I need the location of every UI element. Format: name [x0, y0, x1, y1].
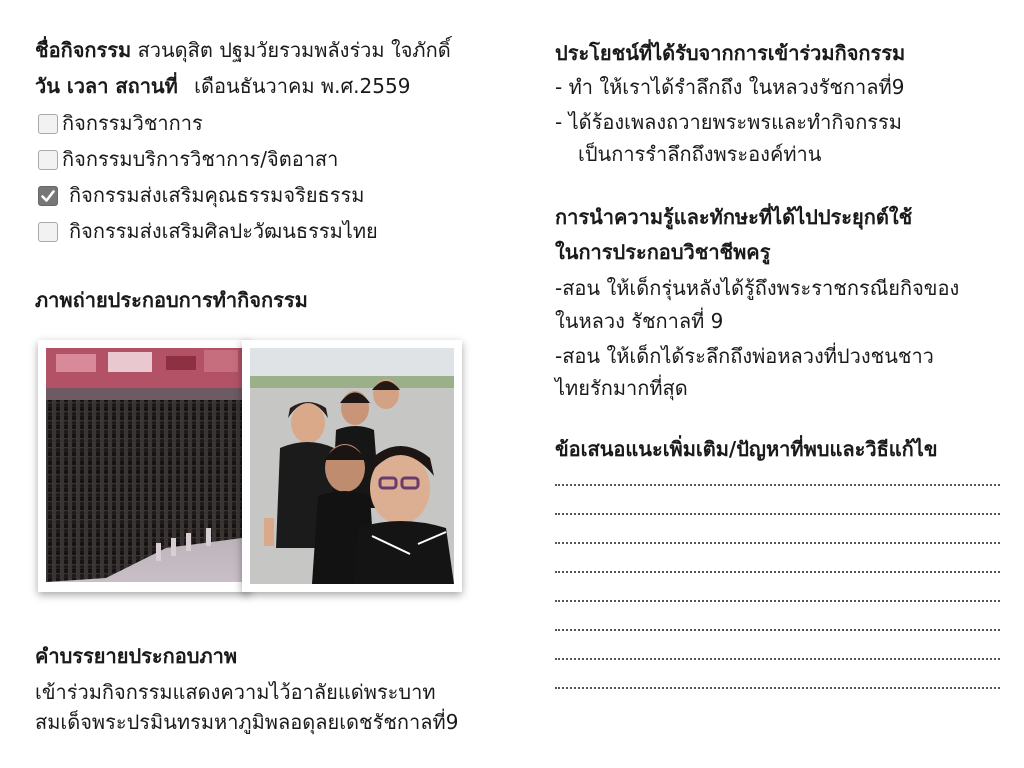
application-line-2: ในหลวง รัชกาลที่ 9	[555, 309, 724, 333]
caption-line-1: เข้าร่วมกิจกรรมแสดงความไว้อาลัยแด่พระบาท	[35, 680, 436, 704]
answer-line-7[interactable]	[555, 658, 1000, 660]
application-line-4: ไทยรักมากที่สุด	[555, 376, 688, 400]
benefit-item-2-line-1: - ได้ร้องเพลงถวายพระพรและทำกิจกรรม	[555, 110, 902, 134]
crowd-image	[46, 348, 242, 582]
photo-group-selfie	[242, 340, 462, 592]
checkbox-morality[interactable]	[38, 186, 58, 206]
group-selfie-image	[250, 348, 454, 584]
caption-line-2: สมเด็จพระปรมินทรมหาภูมิพลอดุลยเดชรัชกาลที่9	[35, 710, 459, 734]
category-academic-label: กิจกรรมวิชาการ	[62, 111, 203, 135]
activity-name-value: สวนดุสิต ปฐมวัยรวมพลังร่วม ใจภักดิ์	[137, 38, 451, 62]
activity-date-row	[35, 71, 410, 101]
application-heading-line-1: การนำความรู้และทักษะที่ได้ไปประยุกต์ใช้	[555, 205, 913, 229]
answer-line-1[interactable]	[555, 484, 1000, 486]
answer-line-5[interactable]	[555, 600, 1000, 602]
checkbox-service[interactable]	[38, 150, 58, 170]
answer-line-3[interactable]	[555, 542, 1000, 544]
photos-heading: ภาพถ่ายประกอบการทำกิจกรรม	[35, 288, 308, 312]
photo-crowd	[38, 340, 250, 592]
activity-date-label: วัน เวลา สถานที่	[35, 74, 178, 98]
answer-line-8[interactable]	[555, 687, 1000, 689]
checkbox-arts-culture[interactable]	[38, 222, 58, 242]
activity-date-value: เดือนธันวาคม พ.ศ.2559	[194, 74, 411, 98]
answer-line-4[interactable]	[555, 571, 1000, 573]
benefit-item-1: - ทำ ให้เราได้รำลึกถึง ในหลวงรัชกาลที่9	[555, 75, 905, 99]
answer-line-2[interactable]	[555, 513, 1000, 515]
answer-line-6[interactable]	[555, 629, 1000, 631]
suggestions-heading: ข้อเสนอแนะเพิ่มเติม/ปัญหาที่พบและวิธีแก้ไข	[555, 437, 938, 461]
benefits-heading: ประโยชน์ที่ได้รับจากการเข้าร่วมกิจกรรม	[555, 41, 906, 65]
category-morality-label: กิจกรรมส่งเสริมคุณธรรมจริยธรรม	[69, 183, 365, 207]
checkbox-academic[interactable]	[38, 114, 58, 134]
application-line-1: -สอน ให้เด็กรุ่นหลังได้รู้ถึงพระราชกรณียกิจของ	[555, 276, 960, 300]
application-heading-line-2: ในการประกอบวิชาชีพครู	[555, 240, 771, 264]
benefit-item-2-line-2: เป็นการรำลึกถึงพระองค์ท่าน	[578, 142, 822, 166]
checkmark-icon	[38, 186, 58, 206]
caption-heading: คำบรรยายประกอบภาพ	[35, 644, 238, 668]
category-service-label: กิจกรรมบริการวิชาการ/จิตอาสา	[62, 147, 339, 171]
activity-name-row	[35, 35, 451, 65]
category-arts-label: กิจกรรมส่งเสริมศิลปะวัฒนธรรมไทย	[69, 219, 378, 243]
activity-name-label: ชื่อกิจกรรม	[35, 38, 132, 62]
application-line-3: -สอน ให้เด็กได้ระลึกถึงพ่อหลวงที่ปวงชนชาว	[555, 344, 934, 368]
